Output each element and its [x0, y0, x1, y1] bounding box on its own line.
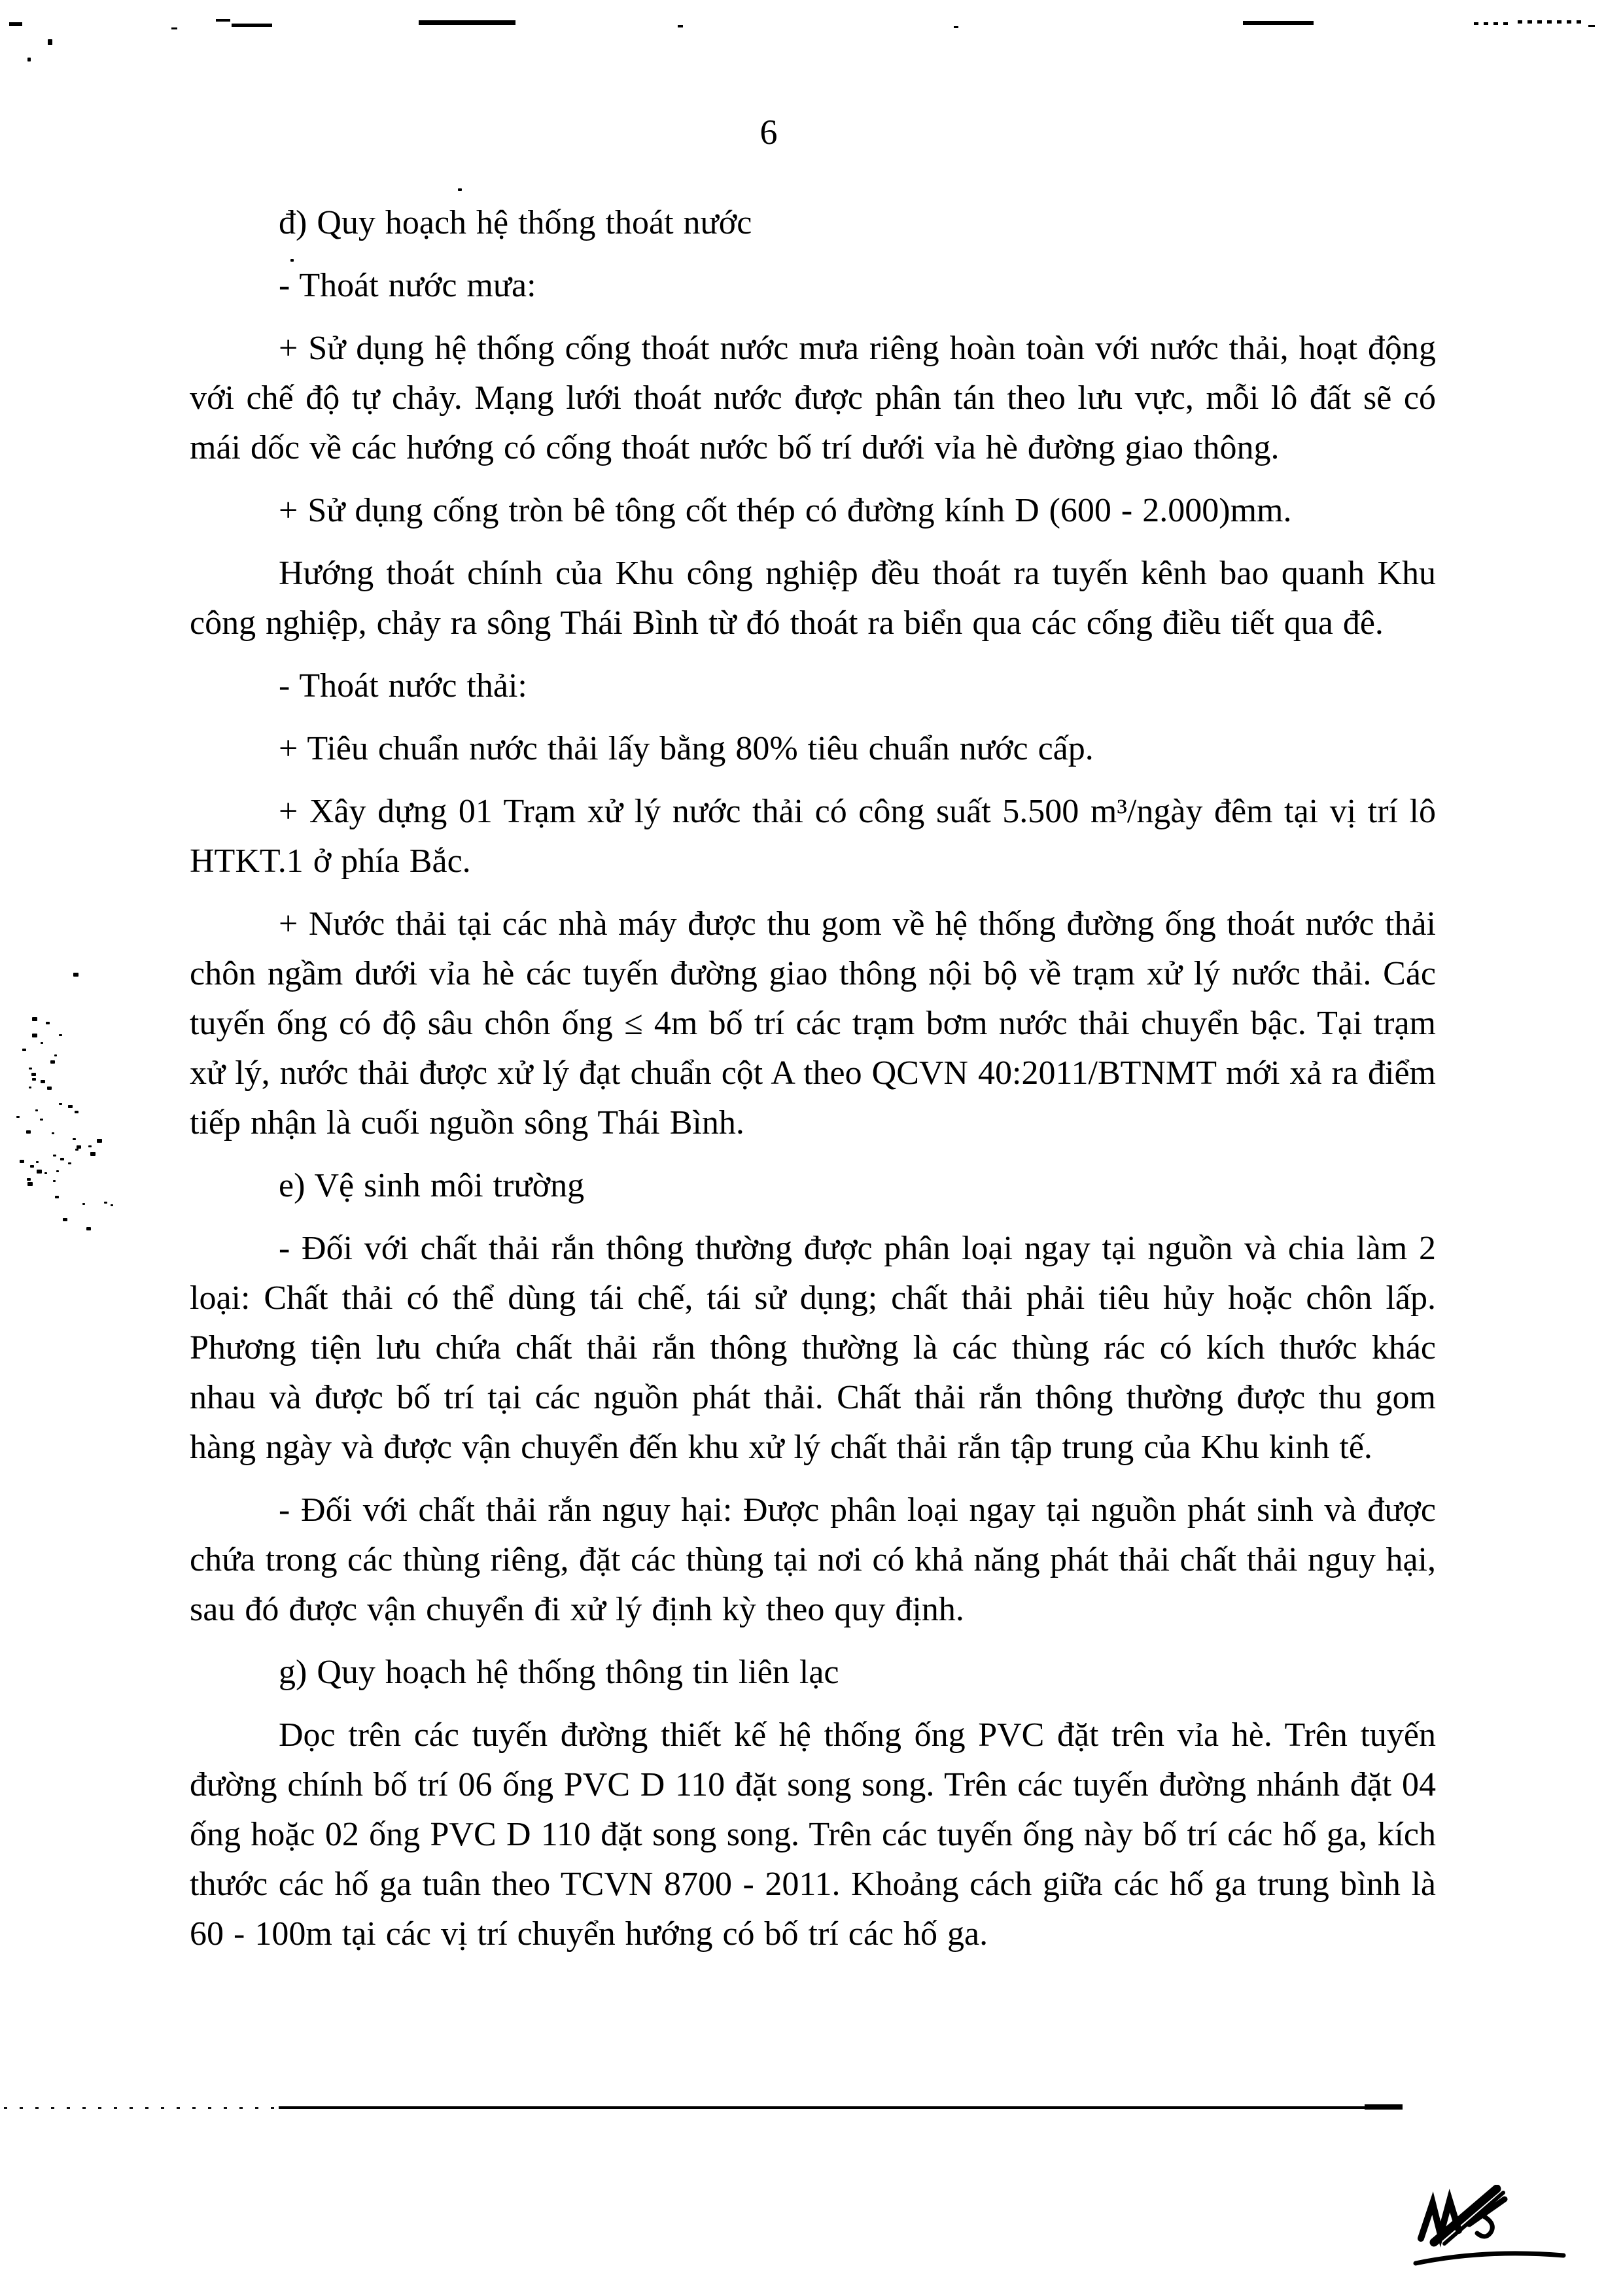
scan-artifact	[90, 1152, 96, 1156]
scan-artifact	[46, 1022, 50, 1024]
scan-artifact	[68, 1105, 73, 1108]
scan-artifact	[88, 1145, 92, 1147]
scan-artifact	[27, 58, 31, 61]
scan-artifact-line	[4, 2107, 279, 2109]
scan-artifact	[16, 1116, 20, 1118]
body-paragraph: + Sử dụng hệ thống cống thoát nước mưa riêng hoàn toàn với nước thải, hoạt động với chế độ tự chảy. Mạng lưới thoát nước được phân tán theo lưu vực, mỗi lô đất sẽ có mái dốc về các hướng có cống thoát nước bố trí dưới vỉa hè đường giao thông.	[190, 330, 1436, 466]
scan-artifact	[73, 1138, 76, 1140]
body-paragraph: - Đối với chất thải rắn thông thường được phân loại ngay tại nguồn và chia làm 2 loại: Chất thải có thể dùng tái chế, tái sử dụng; chất thải phải tiêu hủy hoặc chôn lấp. Phương tiện lưu chứa chất thải rắn thông thường là các thùng rác có kích thước khác nhau và được bố trí tại các nguồn phát thải. Chất thải rắn thông thường được thu gom hàng ngày và được vận chuyển đến khu xử lý chất thải rắn tập trung của Khu kinh tế.	[190, 1230, 1436, 1466]
scan-artifact	[97, 1139, 102, 1143]
scan-artifact	[111, 1204, 113, 1206]
scan-artifact	[63, 1218, 67, 1221]
scan-artifact	[31, 1073, 36, 1076]
page-number: 6	[759, 113, 778, 152]
body-paragraph: + Sử dụng cống tròn bê tông cốt thép có đường kính D (600 - 2.000)mm.	[279, 492, 1292, 529]
scan-artifact	[48, 39, 52, 45]
scan-artifact	[36, 1161, 39, 1163]
scan-artifact	[53, 1155, 56, 1157]
signature-scribble-icon	[1406, 2185, 1577, 2276]
scan-artifact	[30, 1165, 34, 1168]
scan-artifact	[290, 259, 294, 262]
scan-artifact	[1588, 25, 1595, 27]
scan-artifact	[232, 24, 272, 27]
scan-artifact	[26, 1130, 31, 1134]
scan-artifact	[32, 1034, 37, 1037]
scan-artifact	[216, 19, 230, 22]
scan-artifact	[22, 1049, 26, 1051]
scan-artifact	[32, 1017, 37, 1021]
scan-artifact	[104, 1202, 107, 1204]
section-heading: g) Quy hoạch hệ thống thông tin liên lạc	[279, 1654, 839, 1691]
scan-artifact	[86, 1227, 91, 1230]
section-heading: đ) Quy hoạch hệ thống thoát nước	[279, 204, 752, 241]
scan-artifact	[59, 1103, 62, 1105]
scan-artifact	[37, 1170, 42, 1174]
scan-artifact	[1474, 22, 1512, 25]
scan-artifact	[52, 1132, 54, 1134]
scan-artifact	[41, 1080, 45, 1083]
scan-artifact	[53, 1180, 56, 1182]
body-paragraph: Hướng thoát chính của Khu công nghiệp đều thoát ra tuyến kênh bao quanh Khu công nghiệp, chảy ra sông Thái Bình từ đó thoát ra biển qua các cống điều tiết qua đê.	[190, 555, 1436, 642]
scan-artifact	[75, 1111, 79, 1113]
body-paragraph: + Tiêu chuẩn nước thải lấy bằng 80% tiêu chuẩn nước cấp.	[279, 730, 1094, 767]
body-paragraph: + Nước thải tại các nhà máy được thu gom về hệ thống đường ống thoát nước thải chôn ngầm dưới vỉa hè các tuyến đường giao thông nội bộ về trạm xử lý nước thải. Các tuyến ống có độ sâu chôn ống ≤ 4m bố trí các trạm bơm nước thải chuyển bậc. Tại trạm xử lý, nước thải được xử lý đạt chuẩn cột A theo QCVN 40:2011/BTNMT mới xả ra điểm tiếp nhận là cuối nguồn sông Thái Bình.	[190, 905, 1436, 1141]
scan-artifact	[56, 1170, 59, 1172]
scan-artifact	[55, 1196, 59, 1198]
scan-artifact	[50, 1060, 55, 1064]
scan-artifact	[41, 1042, 43, 1044]
scan-artifact	[59, 1034, 62, 1036]
scan-artifact	[1518, 20, 1582, 24]
scan-artifact	[82, 1203, 85, 1205]
scan-artifact	[32, 1078, 36, 1081]
scan-artifact	[1243, 21, 1314, 25]
scan-artifact	[20, 1160, 24, 1163]
scan-artifact	[419, 20, 515, 25]
scan-artifact	[27, 1182, 33, 1186]
scan-artifact	[75, 1149, 79, 1151]
scan-artifact-line	[1365, 2104, 1403, 2110]
scan-artifact	[678, 25, 683, 27]
section-heading: e) Vệ sinh môi trường	[279, 1167, 585, 1204]
body-paragraph: - Đối với chất thải rắn nguy hại: Được phân loại ngay tại nguồn phát sinh và được chứa trong các thùng riêng, đặt các thùng tại nơi có khả năng phát thải chất thải nguy hại, sau đó được vận chuyển đi xử lý định kỳ theo quy định.	[190, 1491, 1436, 1628]
scan-artifact	[35, 1109, 38, 1111]
scan-artifact	[44, 1172, 47, 1174]
scan-artifact	[60, 1158, 64, 1160]
scan-artifact	[29, 1087, 31, 1088]
section-heading: - Thoát nước thải:	[279, 667, 527, 704]
body-paragraph: + Xây dựng 01 Trạm xử lý nước thải có công suất 5.500 m³/ngày đêm tại vị trí lô HTKT.1 ở phía Bắc.	[190, 793, 1436, 880]
scan-artifact	[29, 1068, 32, 1070]
scan-artifact	[27, 1178, 31, 1181]
scan-artifact	[54, 1054, 57, 1056]
document-body	[190, 198, 1436, 1972]
scan-artifact	[40, 1119, 43, 1121]
scan-artifact	[47, 1087, 52, 1090]
scan-artifact	[73, 973, 79, 977]
body-paragraph: Dọc trên các tuyến đường thiết kế hệ thống ống PVC đặt trên vỉa hè. Trên tuyến đường chính bố trí 06 ống PVC D 110 đặt song song. Trên các tuyến đường nhánh đặt 04 ống hoặc 02 ống PVC D 110 đặt song song. Trên các tuyến ống này bố trí các hố ga, kích thước các hố ga tuân theo TCVN 8700 - 2011. Khoảng cách giữa các hố ga trung bình là 60 - 100m tại các vị trí chuyển hướng có bố trí các hố ga.	[190, 1716, 1436, 1953]
scan-artifact-line	[279, 2106, 1365, 2109]
scan-artifact	[9, 22, 22, 26]
scan-artifact	[458, 188, 462, 191]
section-heading: - Thoát nước mưa:	[279, 267, 536, 304]
scan-artifact	[171, 27, 177, 29]
scan-artifact	[954, 26, 958, 28]
scan-artifact	[68, 1162, 71, 1164]
